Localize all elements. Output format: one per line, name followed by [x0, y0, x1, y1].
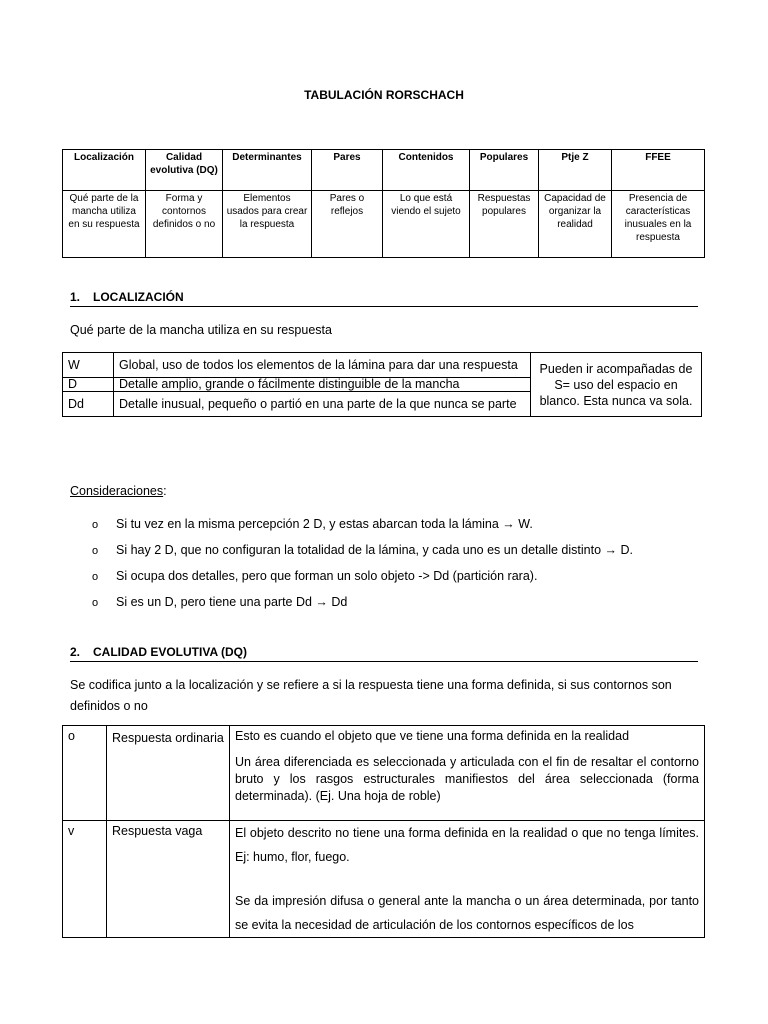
spacer: [235, 869, 699, 889]
calidad-description: [230, 726, 705, 821]
bullet-circle-icon: o: [92, 571, 99, 583]
summary-header-cell: Populares: [470, 150, 539, 191]
calidad-type: Respuesta ordinaria: [107, 726, 230, 821]
section-title: LOCALIZACIÓN: [93, 290, 184, 304]
calidad-intro: Se codifica junto a la localización y se refiere a si la respuesta tiene una forma definida, si sus contornos son definidos o no: [70, 678, 672, 713]
calidad-description: [230, 821, 705, 938]
considerations-heading: [70, 484, 167, 498]
localizacion-table: [62, 352, 702, 417]
considerations-colon: :: [163, 484, 167, 498]
summary-table: [62, 149, 705, 258]
summary-description-cell: Presencia de características inusuales en la respuesta: [612, 191, 705, 258]
document-title: TABULACIÓN RORSCHACH: [304, 88, 464, 102]
calidad-description-line: El objeto descrito no tiene una forma definida en la realidad o que no tenga límites. Ej: humo, flor, fuego.: [235, 826, 699, 864]
summary-description-cell: Respuestas populares: [470, 191, 539, 258]
list-item: [92, 565, 712, 591]
localizacion-code: D: [63, 378, 114, 392]
summary-header-cell: FFEE: [612, 150, 705, 191]
summary-header-cell: Contenidos: [383, 150, 470, 191]
calidad-description-detail: Un área diferenciada es seleccionada y articulada con el fin de resaltar el contorno bruto y los rasgos estructurales manifiestos del área seleccionada (forma determinada). (Ej. Una hoja de roble): [235, 755, 699, 803]
summary-header-cell: Calidad evolutiva (DQ): [146, 150, 223, 191]
summary-header-row: [63, 150, 705, 191]
section-heading-calidad: [70, 645, 698, 662]
summary-description-cell: Qué parte de la mancha utiliza en su respuesta: [63, 191, 146, 258]
summary-header-cell: Pares: [312, 150, 383, 191]
calidad-table: [62, 725, 705, 938]
calidad-code: o: [63, 726, 107, 821]
localizacion-text: Detalle inusual, pequeño o partió en una parte de la que nunca se parte: [114, 392, 531, 417]
localizacion-text: Detalle amplio, grande o fácilmente distinguible de la mancha: [114, 378, 531, 392]
localizacion-side-note: Pueden ir acompañadas de S= uso del espacio en blanco. Esta nunca va sola.: [531, 353, 702, 417]
bullet-circle-icon: o: [92, 545, 99, 557]
calidad-description-detail: Se da impresión difusa o general ante la mancha o un área determinada, por tanto se evita la necesidad de articulación de los contornos específicos de los: [235, 894, 699, 932]
summary-description-cell: Forma y contornos definidos o no: [146, 191, 223, 258]
calidad-row: [63, 821, 705, 938]
summary-header-cell: Localización: [63, 150, 146, 191]
localizacion-code: Dd: [63, 392, 114, 417]
summary-description-cell: Elementos usados para crear la respuesta: [223, 191, 312, 258]
bullet-circle-icon: o: [92, 519, 99, 531]
list-item: [92, 591, 712, 617]
summary-header-cell: Ptje Z: [539, 150, 612, 191]
localizacion-text: Global, uso de todos los elementos de la lámina para dar una respuesta: [114, 353, 531, 378]
bullet-circle-icon: o: [92, 597, 99, 609]
summary-description-cell: Lo que está viendo el sujeto: [383, 191, 470, 258]
localizacion-row: [63, 353, 702, 378]
list-item: [92, 539, 712, 565]
section-number: 2.: [70, 645, 81, 659]
summary-description-cell: Capacidad de organizar la realidad: [539, 191, 612, 258]
list-item-text: Si tu vez en la misma percepción 2 D, y estas abarcan toda la lámina → W.: [116, 517, 533, 531]
considerations-label: Consideraciones: [70, 484, 164, 498]
considerations-list: [92, 513, 712, 617]
calidad-code: v: [63, 821, 107, 938]
localizacion-intro: Qué parte de la mancha utiliza en su respuesta: [70, 323, 332, 337]
section-heading-localizacion: [70, 290, 698, 307]
calidad-type: Respuesta vaga: [107, 821, 230, 938]
summary-description-cell: Pares o reflejos: [312, 191, 383, 258]
section-title: CALIDAD EVOLUTIVA (DQ): [93, 645, 247, 659]
calidad-description-line: Esto es cuando el objeto que ve tiene una forma definida en la realidad: [235, 729, 630, 743]
summary-description-row: [63, 191, 705, 258]
summary-header-cell: Determinantes: [223, 150, 312, 191]
list-item-text: Si hay 2 D, que no configuran la totalidad de la lámina, y cada uno es un detalle distinto → D.: [116, 543, 633, 557]
list-item-text: Si es un D, pero tiene una parte Dd → Dd: [116, 595, 348, 609]
list-item: [92, 513, 712, 539]
list-item-text: Si ocupa dos detalles, pero que forman un solo objeto -> Dd (partición rara).: [116, 569, 538, 583]
calidad-row: [63, 726, 705, 821]
localizacion-code: W: [63, 353, 114, 378]
section-number: 1.: [70, 290, 81, 304]
